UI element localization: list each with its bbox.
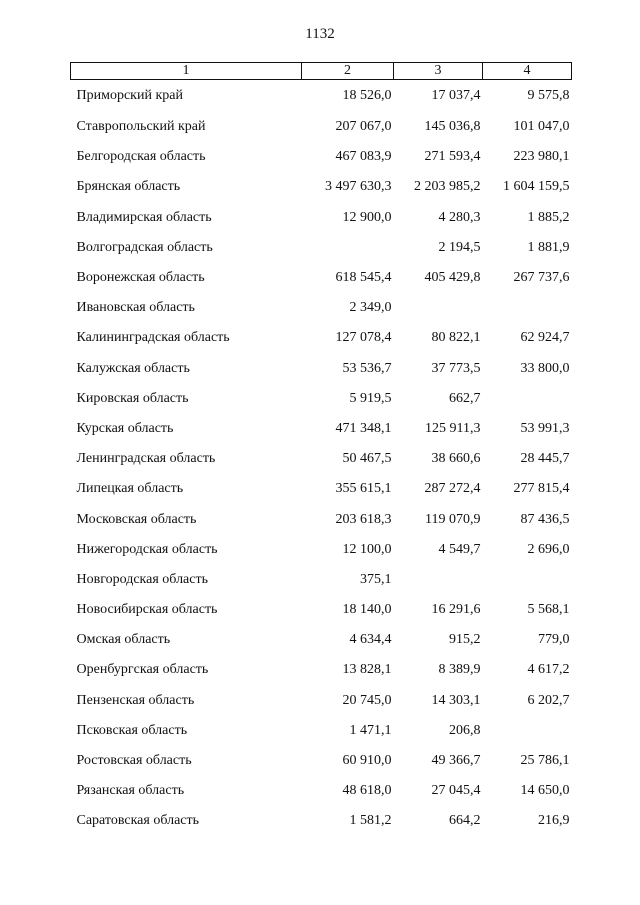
value-col-4: 14 650,0 bbox=[520, 783, 570, 799]
value-col-3: 49 366,7 bbox=[431, 753, 481, 769]
value-col-3: 145 036,8 bbox=[424, 119, 481, 135]
header-col-4: 4 bbox=[483, 63, 572, 80]
table-row bbox=[71, 112, 572, 142]
table-row bbox=[71, 384, 572, 414]
table-row bbox=[71, 80, 572, 113]
value-col-2: 1 471,1 bbox=[349, 722, 392, 738]
value-col-3: 4 280,3 bbox=[438, 209, 481, 225]
region-name: Рязанская область bbox=[76, 783, 185, 799]
value-col-3: 4 549,7 bbox=[438, 541, 481, 557]
table-row bbox=[71, 474, 572, 504]
value-col-4: 5 568,1 bbox=[527, 602, 570, 618]
value-col-4: 223 980,1 bbox=[513, 149, 570, 165]
value-col-4: 9 575,8 bbox=[527, 88, 570, 103]
region-name: Псковская область bbox=[76, 722, 188, 738]
value-col-2: 355 615,1 bbox=[335, 481, 392, 497]
region-name: Ставропольский край bbox=[76, 119, 206, 135]
value-col-3: 2 194,5 bbox=[438, 239, 481, 255]
table-body bbox=[71, 80, 572, 837]
region-name: Брянская область bbox=[76, 179, 181, 195]
table-row bbox=[71, 806, 572, 836]
value-col-4: 1 885,2 bbox=[527, 209, 570, 225]
region-name: Омская область bbox=[76, 632, 171, 648]
table-row bbox=[71, 746, 572, 776]
value-col-4: 216,9 bbox=[538, 813, 570, 829]
value-col-3: 2 203 985,2 bbox=[414, 179, 481, 195]
value-col-3: 405 429,8 bbox=[424, 270, 481, 286]
value-col-2: 18 140,0 bbox=[342, 602, 392, 618]
value-col-3: 14 303,1 bbox=[431, 692, 481, 708]
table-row bbox=[71, 504, 572, 534]
region-name: Оренбургская область bbox=[76, 662, 209, 678]
value-col-2: 207 067,0 bbox=[335, 119, 392, 135]
value-col-2: 12 900,0 bbox=[342, 209, 392, 225]
value-col-3 bbox=[394, 293, 483, 323]
value-col-3: 662,7 bbox=[449, 390, 481, 406]
region-name: Курская область bbox=[76, 420, 174, 436]
region-name: Новгородская область bbox=[76, 571, 208, 587]
region-name: Владимирская область bbox=[76, 209, 212, 225]
value-col-4 bbox=[483, 384, 572, 414]
value-col-2: 127 078,4 bbox=[335, 330, 392, 346]
table-row bbox=[71, 323, 572, 353]
region-name: Новосибирская область bbox=[76, 602, 218, 618]
value-col-3: 287 272,4 bbox=[424, 481, 481, 497]
value-col-3: 915,2 bbox=[449, 632, 481, 648]
region-name: Московская область bbox=[76, 511, 197, 527]
value-col-2: 18 526,0 bbox=[342, 88, 392, 103]
value-col-4: 1 604 159,5 bbox=[503, 179, 570, 195]
region-name: Кировская область bbox=[76, 390, 189, 406]
value-col-3: 37 773,5 bbox=[431, 360, 481, 376]
value-col-4: 25 786,1 bbox=[520, 753, 570, 769]
region-name: Белгородская область bbox=[76, 149, 206, 165]
value-col-4: 267 737,6 bbox=[513, 270, 570, 286]
value-col-4: 6 202,7 bbox=[527, 692, 570, 708]
header-col-3: 3 bbox=[394, 63, 483, 80]
value-col-2: 50 467,5 bbox=[342, 451, 392, 467]
table-row bbox=[71, 172, 572, 202]
table-row bbox=[71, 535, 572, 565]
value-col-4: 779,0 bbox=[538, 632, 570, 648]
value-col-4: 28 445,7 bbox=[520, 451, 570, 467]
value-col-3: 80 822,1 bbox=[431, 330, 481, 346]
table-row bbox=[71, 565, 572, 595]
value-col-4 bbox=[483, 293, 572, 323]
table-row bbox=[71, 203, 572, 233]
value-col-2: 48 618,0 bbox=[342, 783, 392, 799]
value-col-4: 62 924,7 bbox=[520, 330, 570, 346]
region-name: Ивановская область bbox=[76, 300, 195, 316]
page-number: 1132 bbox=[305, 26, 335, 42]
value-col-2: 4 634,4 bbox=[349, 632, 392, 648]
value-col-3: 16 291,6 bbox=[431, 602, 481, 618]
data-table bbox=[70, 62, 572, 837]
value-col-2: 5 919,5 bbox=[349, 390, 392, 406]
table-row bbox=[71, 414, 572, 444]
region-name: Приморский край bbox=[76, 88, 183, 103]
table-row bbox=[71, 625, 572, 655]
region-name: Пензенская область bbox=[76, 692, 195, 708]
value-col-4: 87 436,5 bbox=[520, 511, 570, 527]
header-col-2: 2 bbox=[302, 63, 394, 80]
table-row bbox=[71, 354, 572, 384]
value-col-4: 101 047,0 bbox=[513, 119, 570, 135]
value-col-3: 206,8 bbox=[449, 722, 481, 738]
region-name: Воронежская область bbox=[76, 270, 205, 286]
value-col-3: 664,2 bbox=[449, 813, 481, 829]
table-row bbox=[71, 686, 572, 716]
table-row bbox=[71, 776, 572, 806]
value-col-4 bbox=[483, 565, 572, 595]
value-col-3: 8 389,9 bbox=[438, 662, 481, 678]
value-col-2: 13 828,1 bbox=[342, 662, 392, 678]
header-col-1: 1 bbox=[71, 63, 302, 80]
value-col-4: 53 991,3 bbox=[520, 420, 570, 436]
value-col-4: 2 696,0 bbox=[527, 541, 570, 557]
region-name: Липецкая область bbox=[76, 481, 184, 497]
value-col-2: 12 100,0 bbox=[342, 541, 392, 557]
table-row bbox=[71, 444, 572, 474]
value-col-2: 20 745,0 bbox=[342, 692, 392, 708]
region-name: Ленинградская область bbox=[76, 451, 216, 467]
table-row bbox=[71, 716, 572, 746]
value-col-4: 1 881,9 bbox=[527, 239, 570, 255]
value-col-4: 33 800,0 bbox=[520, 360, 570, 376]
value-col-2: 618 545,4 bbox=[335, 270, 392, 286]
region-name: Калининградская область bbox=[76, 330, 230, 346]
value-col-2: 471 348,1 bbox=[335, 420, 392, 436]
value-col-3 bbox=[394, 565, 483, 595]
region-name: Саратовская область bbox=[76, 813, 200, 829]
value-col-2 bbox=[302, 233, 394, 263]
value-col-3: 17 037,4 bbox=[431, 88, 481, 103]
table-row bbox=[71, 263, 572, 293]
region-name: Ростовская область bbox=[76, 753, 192, 769]
value-col-3: 38 660,6 bbox=[431, 451, 481, 467]
header-row bbox=[71, 63, 572, 80]
value-col-4: 277 815,4 bbox=[513, 481, 570, 497]
value-col-2: 203 618,3 bbox=[335, 511, 392, 527]
value-col-2: 3 497 630,3 bbox=[325, 179, 392, 195]
value-col-3: 125 911,3 bbox=[425, 420, 481, 436]
value-col-3: 119 070,9 bbox=[425, 511, 481, 527]
table-row bbox=[71, 293, 572, 323]
value-col-2: 60 910,0 bbox=[342, 753, 392, 769]
value-col-3: 27 045,4 bbox=[431, 783, 481, 799]
table-row bbox=[71, 233, 572, 263]
value-col-2: 53 536,7 bbox=[342, 360, 392, 376]
value-col-2: 2 349,0 bbox=[349, 300, 392, 316]
table-row bbox=[71, 655, 572, 685]
table-header bbox=[71, 63, 572, 80]
value-col-2: 375,1 bbox=[360, 571, 392, 587]
region-name: Волгоградская область bbox=[76, 239, 213, 255]
value-col-2: 1 581,2 bbox=[349, 813, 392, 829]
value-col-4: 4 617,2 bbox=[527, 662, 570, 678]
region-name: Калужская область bbox=[76, 360, 190, 376]
region-name: Нижегородская область bbox=[76, 541, 218, 557]
value-col-3: 271 593,4 bbox=[424, 149, 481, 165]
value-col-4 bbox=[483, 716, 572, 746]
table-row bbox=[71, 595, 572, 625]
value-col-2: 467 083,9 bbox=[335, 149, 392, 165]
table-row bbox=[71, 142, 572, 172]
